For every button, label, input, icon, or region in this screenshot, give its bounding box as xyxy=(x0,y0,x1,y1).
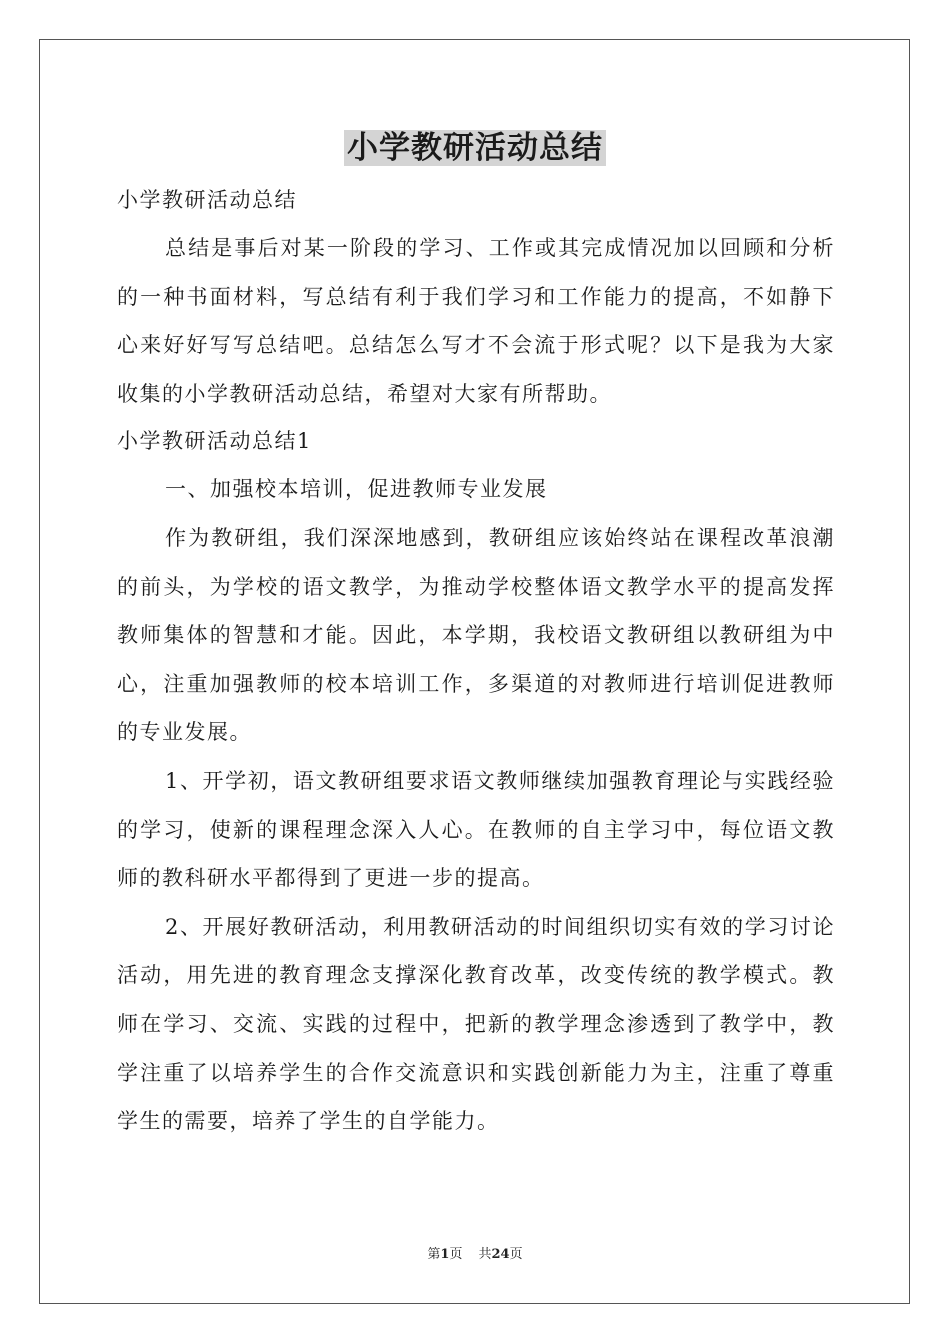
body-paragraph: 作为教研组，我们深深地感到，教研组应该始终站在课程改革浪潮的前头，为学校的语文教学，为推动学校整体语文教学水平的提高发挥教师集体的智慧和才能。因此，本学期，我校语文教研组以教研组为中心，注重加强教师的校本培训工作，多渠道的对教师进行培训促进教师的专业发展。 xyxy=(117,525,835,745)
subsection-heading: 一、加强校本培训，促进教师专业发展 xyxy=(165,477,548,502)
page-suffix: 页 xyxy=(449,1247,463,1262)
subtitle-paragraph: 小学教研活动总结 xyxy=(117,188,297,212)
list-paragraph-1: 1、开学初，语文教研组要求语文教师继续加强教育理论与实践经验的学习，使新的课程理念深入人心。在教师的自主学习中，每位语文教师的教科研水平都得到了更进一步的提高。 xyxy=(117,768,835,891)
page-number: 1 xyxy=(440,1247,450,1262)
total-suffix: 页 xyxy=(509,1247,523,1262)
list-paragraph-2: 2、开展好教研活动，利用教研活动的时间组织切实有效的学习讨论活动，用先进的教育理念支撑深化教育改革，改变传统的教学模式。教师在学习、交流、实践的过程中，把新的教学理念渗透到了教学中，教学注重了以培养学生的合作交流意识和实践创新能力为主，注重了尊重学生的需要，培养了学生的自学能力。 xyxy=(117,914,835,1134)
section-heading: 小学教研活动总结1 xyxy=(117,429,312,454)
document-body xyxy=(117,177,835,1146)
intro-paragraph: 总结是事后对某一阶段的学习、工作或其完成情况加以回顾和分析的一种书面材料，写总结有利于我们学习和工作能力的提高，不如静下心来好好写写总结吧。总结怎么写才不会流于形式呢？以下是我为大家收集的小学教研活动总结，希望对大家有所帮助。 xyxy=(117,236,835,406)
document-title xyxy=(0,125,950,171)
total-prefix: 共 xyxy=(478,1247,492,1262)
total-pages: 24 xyxy=(491,1247,510,1262)
page-prefix: 第 xyxy=(427,1247,441,1262)
page-footer xyxy=(0,1245,950,1265)
document-title-text: 小学教研活动总结 xyxy=(344,130,606,166)
